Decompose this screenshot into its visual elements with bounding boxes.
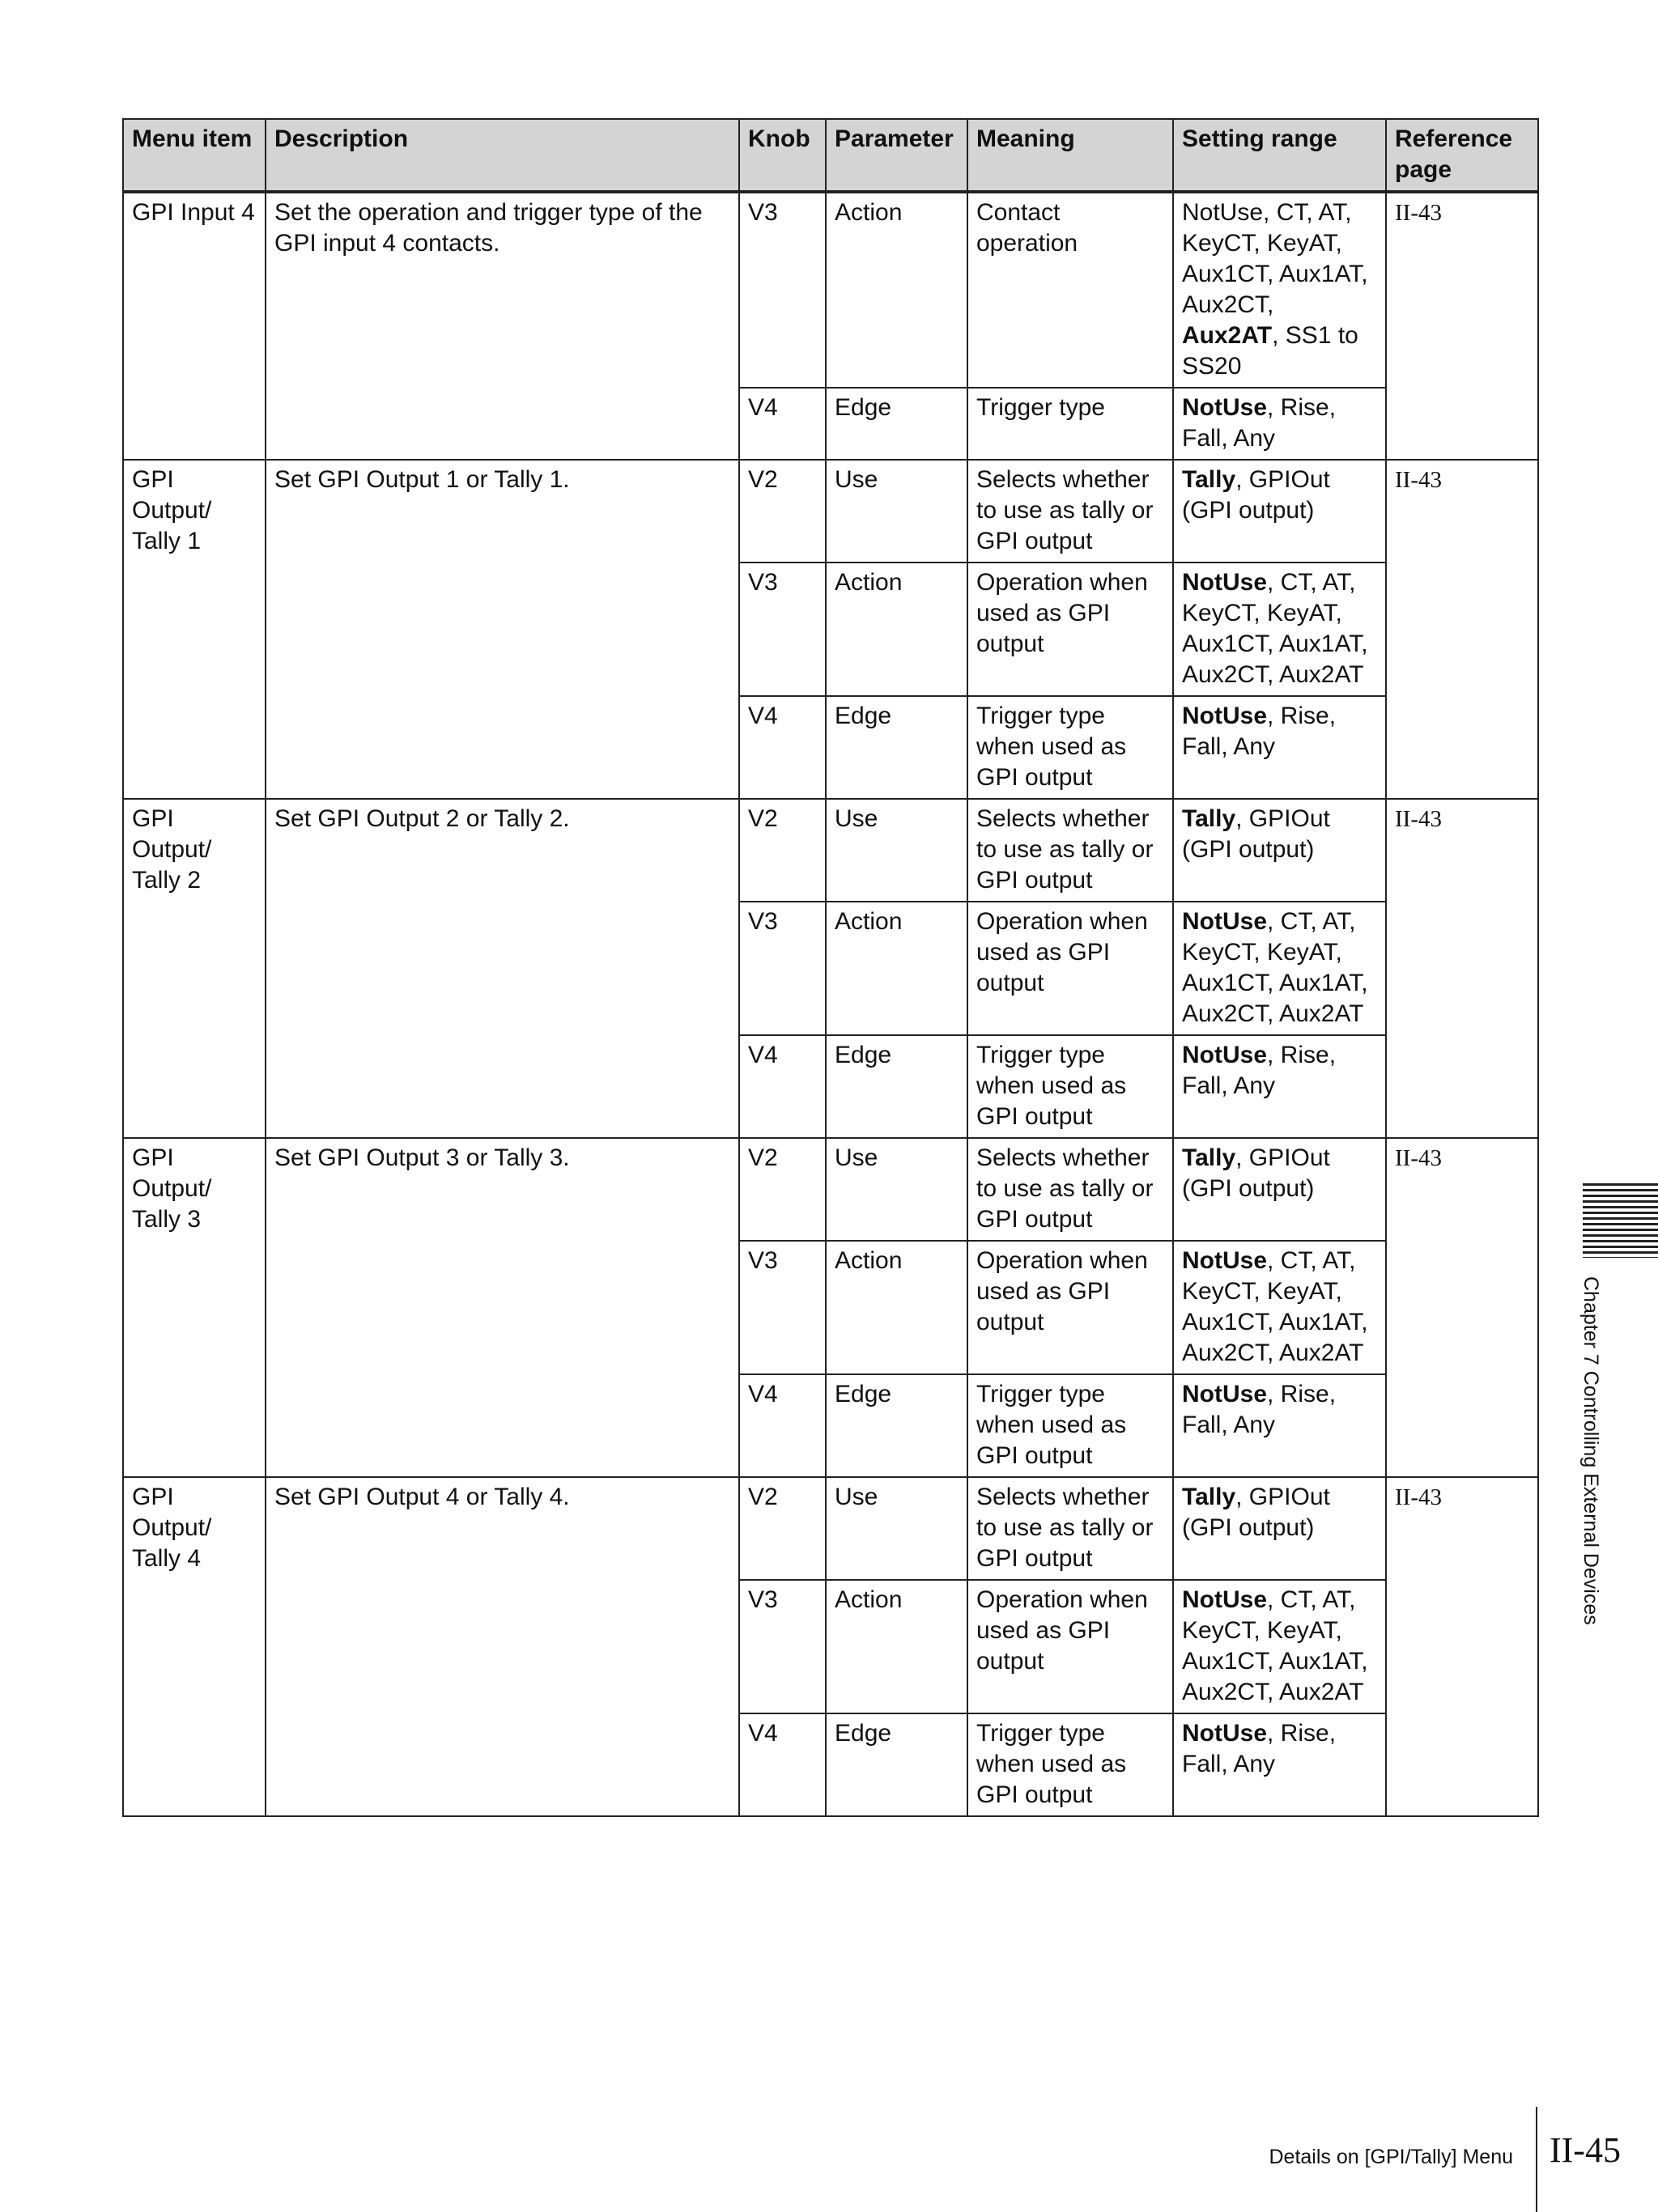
table-header [123, 119, 1538, 192]
table-body [123, 192, 1538, 1816]
range-text: , GPIOut (GPI output) [1182, 805, 1330, 863]
description-cell: Set the operation and trigger type of the GPI input 4 contacts. [266, 192, 739, 460]
default-value-text: Tally [1182, 1484, 1236, 1510]
parameter-cell: Action [826, 902, 967, 1035]
default-value-text: Aux2AT [1182, 322, 1273, 349]
range-text: , Rise, Fall, Any [1182, 394, 1337, 452]
knob-cell: V2 [739, 460, 826, 563]
reference-page-cell: II-43 [1386, 1138, 1538, 1477]
meaning-cell: Contact operation [967, 192, 1173, 388]
default-value-text: NotUse [1182, 1042, 1268, 1068]
parameter-cell: Edge [826, 696, 967, 799]
setting-range-cell [1173, 1035, 1386, 1138]
range-text: , CT, AT, KeyCT, KeyAT, Aux1CT, Aux1AT, Aux2CT, Aux2AT [1182, 569, 1368, 688]
menu-item-cell: GPI Output/ Tally 4 [123, 1477, 266, 1816]
setting-range-cell [1173, 388, 1386, 460]
default-value-text: Tally [1182, 466, 1236, 493]
meaning-cell: Selects whether to use as tally or GPI output [967, 1138, 1173, 1241]
setting-range-cell [1173, 1713, 1386, 1816]
default-value-text: NotUse [1182, 1586, 1268, 1613]
table-row [123, 1477, 1538, 1580]
header-knob: Knob [739, 119, 826, 192]
parameter-cell: Use [826, 799, 967, 902]
meaning-cell: Operation when used as GPI output [967, 902, 1173, 1035]
range-text: , Rise, Fall, Any [1182, 703, 1337, 760]
menu-item-cell: GPI Input 4 [123, 192, 266, 460]
default-value-text: NotUse [1182, 1720, 1268, 1747]
meaning-cell: Selects whether to use as tally or GPI output [967, 799, 1173, 902]
range-text: , CT, AT, KeyCT, KeyAT, Aux1CT, Aux1AT, Aux2CT, Aux2AT [1182, 1586, 1368, 1705]
table-row [123, 1138, 1538, 1241]
setting-range-cell [1173, 192, 1386, 388]
default-value-text: NotUse [1182, 569, 1268, 596]
knob-cell: V4 [739, 696, 826, 799]
parameter-cell: Use [826, 1477, 967, 1580]
default-value-text: NotUse [1182, 1247, 1268, 1274]
parameter-cell: Edge [826, 1035, 967, 1138]
setting-range-cell [1173, 902, 1386, 1035]
range-text: NotUse, CT, AT, KeyCT, KeyAT, Aux1CT, Aux1AT, Aux2CT, [1182, 199, 1368, 318]
header-description: Description [266, 119, 739, 192]
chapter-label: Chapter 7 Controlling External Devices [1579, 1276, 1602, 1625]
setting-range-cell [1173, 460, 1386, 563]
parameter-cell: Action [826, 563, 967, 696]
setting-range-cell [1173, 1374, 1386, 1477]
parameter-cell: Edge [826, 1374, 967, 1477]
menu-item-cell: GPI Output/ Tally 2 [123, 799, 266, 1138]
knob-cell: V4 [739, 1035, 826, 1138]
range-text: , GPIOut (GPI output) [1182, 466, 1330, 524]
parameter-cell: Use [826, 1138, 967, 1241]
chapter-tab-marks [1583, 1183, 1658, 1258]
setting-range-cell [1173, 1580, 1386, 1713]
parameter-cell: Edge [826, 388, 967, 460]
reference-page-cell: II-43 [1386, 192, 1538, 460]
knob-cell: V3 [739, 563, 826, 696]
knob-cell: V3 [739, 192, 826, 388]
setting-range-cell [1173, 563, 1386, 696]
meaning-cell: Operation when used as GPI output [967, 563, 1173, 696]
default-value-text: NotUse [1182, 394, 1268, 421]
knob-cell: V3 [739, 1241, 826, 1374]
range-text: , Rise, Fall, Any [1182, 1381, 1337, 1438]
setting-range-cell [1173, 1477, 1386, 1580]
header-reference-page: Reference page [1386, 119, 1538, 192]
meaning-cell: Operation when used as GPI output [967, 1580, 1173, 1713]
meaning-cell: Trigger type [967, 388, 1173, 460]
knob-cell: V4 [739, 1713, 826, 1816]
range-text: , GPIOut (GPI output) [1182, 1144, 1330, 1202]
reference-page-cell: II-43 [1386, 1477, 1538, 1816]
range-text: , SS1 to SS20 [1182, 322, 1358, 380]
meaning-cell: Trigger type when used as GPI output [967, 1374, 1173, 1477]
parameter-cell: Action [826, 1580, 967, 1713]
knob-cell: V4 [739, 388, 826, 460]
default-value-text: Tally [1182, 805, 1236, 832]
reference-page-cell: II-43 [1386, 460, 1538, 799]
description-cell: Set GPI Output 3 or Tally 3. [266, 1138, 739, 1477]
table-row [123, 460, 1538, 563]
meaning-cell: Selects whether to use as tally or GPI output [967, 460, 1173, 563]
header-meaning: Meaning [967, 119, 1173, 192]
range-text: , CT, AT, KeyCT, KeyAT, Aux1CT, Aux1AT, Aux2CT, Aux2AT [1182, 908, 1368, 1027]
default-value-text: NotUse [1182, 703, 1268, 729]
description-cell: Set GPI Output 2 or Tally 2. [266, 799, 739, 1138]
meaning-cell: Trigger type when used as GPI output [967, 696, 1173, 799]
footer-section-title: Details on [GPI/Tally] Menu [1269, 2146, 1513, 2168]
header-parameter: Parameter [826, 119, 967, 192]
knob-cell: V2 [739, 799, 826, 902]
description-cell: Set GPI Output 4 or Tally 4. [266, 1477, 739, 1816]
page-number: II-45 [1550, 2130, 1621, 2170]
parameter-cell: Action [826, 192, 967, 388]
menu-item-cell: GPI Output/ Tally 1 [123, 460, 266, 799]
parameter-cell: Use [826, 460, 967, 563]
header-setting-range: Setting range [1173, 119, 1386, 192]
parameter-cell: Action [826, 1241, 967, 1374]
knob-cell: V2 [739, 1138, 826, 1241]
knob-cell: V3 [739, 902, 826, 1035]
description-cell: Set GPI Output 1 or Tally 1. [266, 460, 739, 799]
default-value-text: Tally [1182, 1144, 1236, 1171]
range-text: , GPIOut (GPI output) [1182, 1484, 1330, 1541]
knob-cell: V3 [739, 1580, 826, 1713]
setting-range-cell [1173, 799, 1386, 902]
table-row [123, 192, 1538, 388]
range-text: , CT, AT, KeyCT, KeyAT, Aux1CT, Aux1AT, Aux2CT, Aux2AT [1182, 1247, 1368, 1366]
header-menu-item: Menu item [123, 119, 266, 192]
knob-cell: V4 [739, 1374, 826, 1477]
meaning-cell: Trigger type when used as GPI output [967, 1035, 1173, 1138]
menu-settings-table [122, 118, 1539, 1817]
reference-page-cell: II-43 [1386, 799, 1538, 1138]
setting-range-cell [1173, 1138, 1386, 1241]
setting-range-cell [1173, 696, 1386, 799]
meaning-cell: Selects whether to use as tally or GPI output [967, 1477, 1173, 1580]
range-text: , Rise, Fall, Any [1182, 1042, 1337, 1099]
default-value-text: NotUse [1182, 908, 1268, 935]
menu-item-cell: GPI Output/ Tally 3 [123, 1138, 266, 1477]
setting-range-cell [1173, 1241, 1386, 1374]
table-row [123, 799, 1538, 902]
header-row [123, 119, 1538, 192]
parameter-cell: Edge [826, 1713, 967, 1816]
range-text: , Rise, Fall, Any [1182, 1720, 1337, 1777]
knob-cell: V2 [739, 1477, 826, 1580]
meaning-cell: Trigger type when used as GPI output [967, 1713, 1173, 1816]
default-value-text: NotUse [1182, 1381, 1268, 1407]
meaning-cell: Operation when used as GPI output [967, 1241, 1173, 1374]
footer-divider [1536, 2107, 1537, 2212]
